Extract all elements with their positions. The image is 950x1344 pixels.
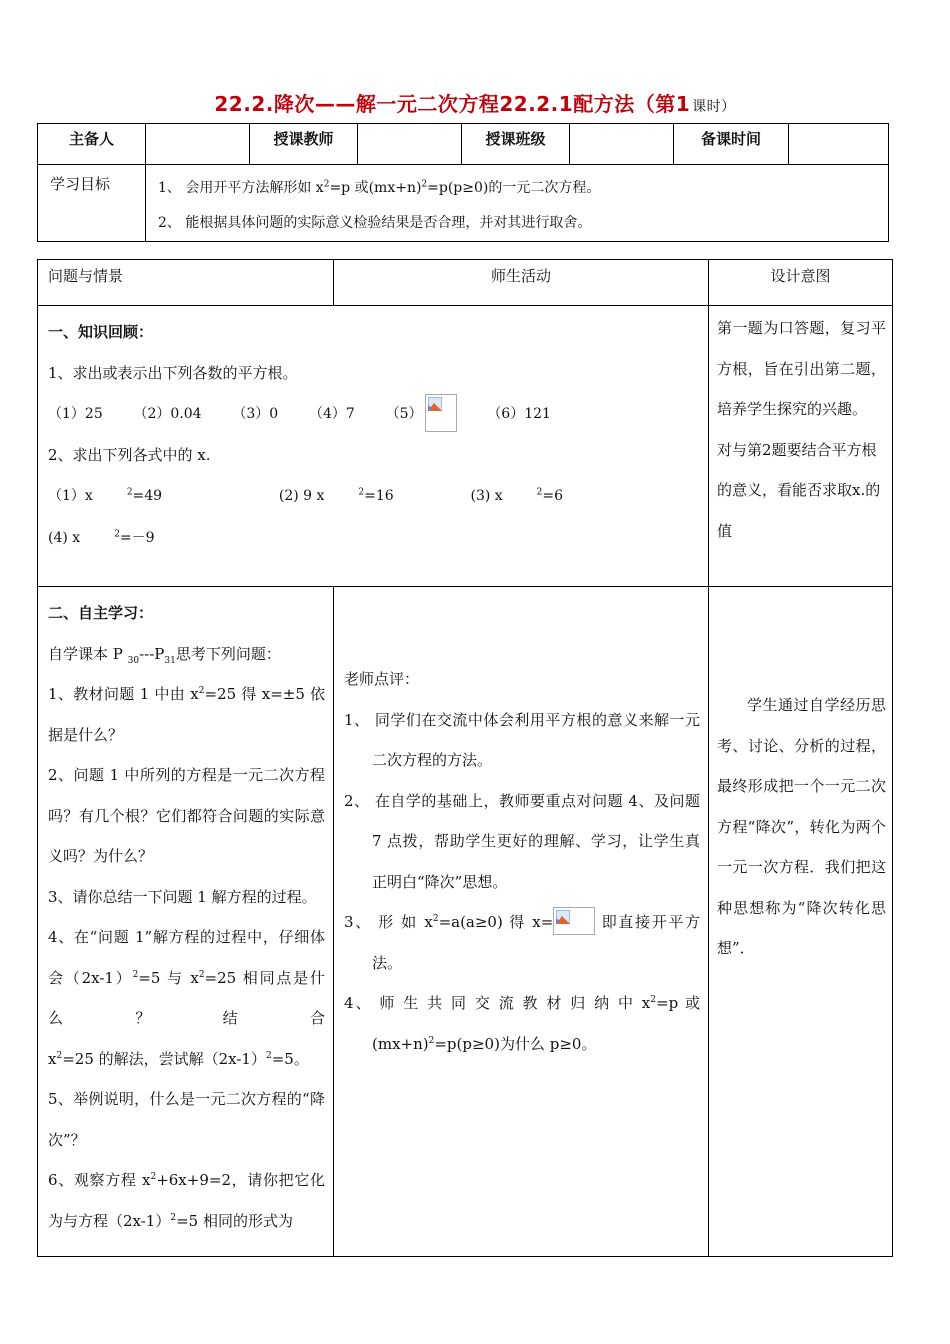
equation-items: （1）x $^2$=49 (2) 9 x $^2$=16 (3) x $^2$=6 (4) x $^2$=－9 (48, 487, 564, 546)
class-label: 授课班级 (462, 124, 570, 165)
comment-2: 2、 在自学的基础上，教师要重点对问题 4、及问题 7 点拨，帮助学生更好的理解、学习，让学生真正明白“降次”思想。 (344, 791, 700, 891)
teacher-label: 授课教师 (250, 124, 358, 165)
header-activity: 师生活动 (334, 260, 709, 306)
self-study-q2: 2、问题 1 中所列的方程是一元二次方程吗？有几个根？它们都符合问题的实际意义吗？为什么？ (48, 766, 325, 865)
comment-1: 1、 同学们在交流中体会利用平方根的意义来解一元二次方程的方法。 (344, 710, 700, 769)
class-value[interactable] (570, 124, 674, 165)
goal-1: 1、 会用开平方法解形如 $x^2=p$ 或$(mx+n)^2=p(p\ge 0)$的一元二次方程。 (158, 179, 601, 196)
document-title: 22.2.降次——解一元二次方程22.2.1配方法（第1 课时） (214, 92, 736, 116)
self-study-q1: 1、教材问题 1 中由 $x^2=25$ 得 x=±5 依据是什么？ (48, 685, 325, 744)
broken-image-icon (553, 907, 595, 935)
goals-label: 学习目标 (38, 165, 146, 242)
learning-goals (146, 165, 889, 242)
review-intent: 第一题为口答题，复习平方根，旨在引出第二题，培养学生探究的兴趣。 对与第2题要结合平方根的意义，看能否求取x.的值 (709, 306, 893, 587)
header-intent: 设计意图 (709, 260, 893, 306)
header-question: 问题与情景 (38, 260, 334, 306)
teacher-comment-section (334, 587, 709, 1257)
comment-3: 3、 形 如 $x^2=a(a\ge 0)$ 得 x= 即直接开平方法。 (344, 902, 700, 983)
prep-time-value[interactable] (789, 124, 889, 165)
self-study-q3: 3、请你总结一下问题 1 解方程的过程。 (48, 887, 317, 906)
goal-2: 2、 能根据具体问题的实际意义检验结果是否合理，并对其进行取舍。 (158, 215, 592, 231)
self-study-heading: 二、自主学习： (48, 604, 154, 622)
self-study-q5: 5、举例说明，什么是一元二次方程的“降次”？ (48, 1090, 325, 1149)
broken-image-icon (425, 394, 457, 432)
lead-preparer-label: 主备人 (38, 124, 146, 165)
comment-heading: 老师点评： (344, 670, 420, 688)
prep-time-label: 备课时间 (674, 124, 789, 165)
teacher-value[interactable] (358, 124, 462, 165)
self-study-section (38, 587, 334, 1257)
review-heading: 一、知识回顾： (48, 323, 154, 341)
self-study-intro: 自学课本 P $_{30}---P_{31}$思考下列问题： (48, 644, 281, 666)
lead-preparer-value[interactable] (146, 124, 250, 165)
lesson-info-table (37, 123, 889, 242)
review-section (38, 306, 709, 587)
square-root-items: （1）25 （2）0.04 （3）0 （4）7 （5） （6）121 (48, 393, 700, 435)
review-q1: 1、求出或表示出下列各数的平方根。 (48, 363, 298, 382)
self-study-q4: 4、在“问题 1”解方程的过程中，仔细体会$(2x-1)^2=5$ 与 $x^2=25$ 相同点是什么？结合 $x^2=25$ 的解法，尝试解$(2x-1)^2=5$。 (48, 928, 325, 1068)
self-study-intent: 学生通过自学经历思考、讨论、分析的过程，最终形成把一个一元二次方程“降次”，转化为两个一元一次方程．我们把这种思想称为“降次转化思想”． (709, 587, 893, 1257)
lesson-plan-table (37, 259, 893, 1257)
comment-4: 4、 师 生 共 同 交 流 教 材 归 纳 中 $x^2=p$ 或$(mx+n)^2=p(p\ge 0)$为什么 p≥0。 (344, 994, 700, 1053)
self-study-q6: 6、观察方程 $x^2+6x+9=2$，请你把它化为与方程$(2x-1)^2=5$ 相同的形式为 (48, 1171, 325, 1230)
review-q2: 2、求出下列各式中的 x. (48, 445, 211, 464)
